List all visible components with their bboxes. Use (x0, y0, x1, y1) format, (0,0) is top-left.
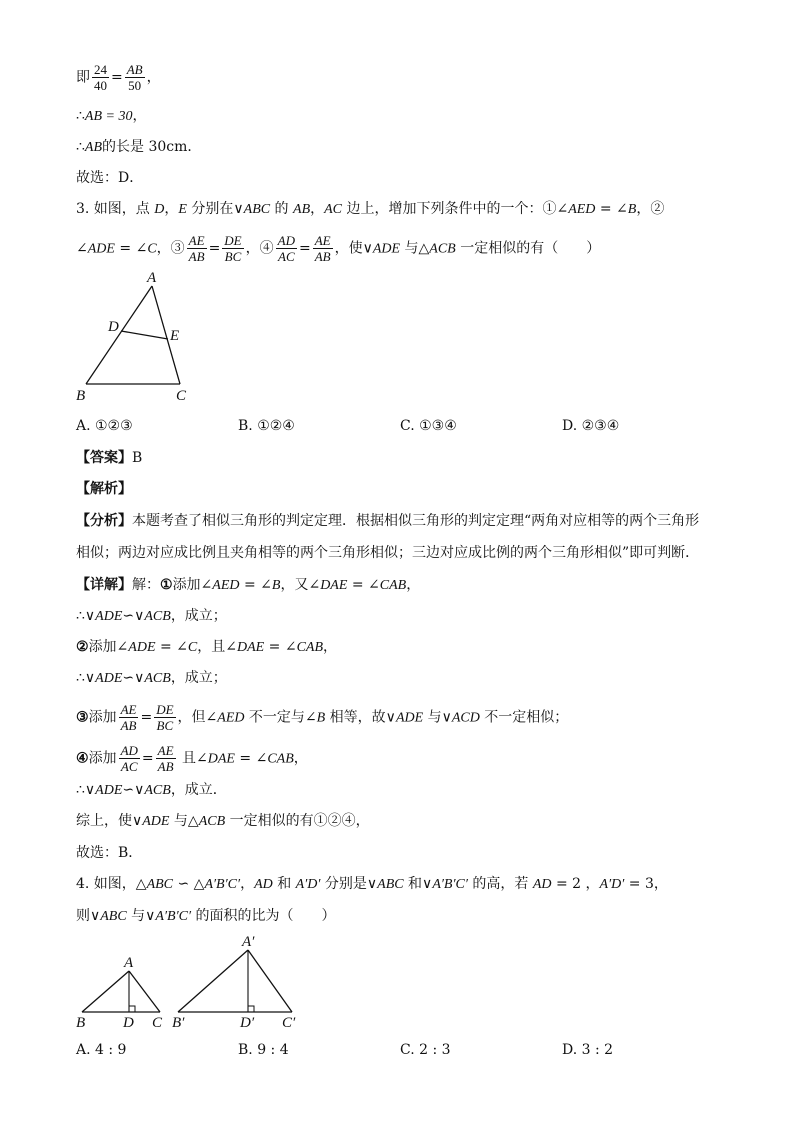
fraction-ab-50: $\frac{AB}{50}$ (126, 62, 143, 93)
detail-line9: 故选：B． (76, 845, 143, 861)
fig1-label-d: D (123, 1015, 134, 1031)
detail-line6: ④添加 $\frac{AD}{AC}$ = $\frac{AE}{AB}$ 且∠DAE = ∠CAB， (76, 743, 308, 774)
detail-line3: ②添加∠ADE = ∠C，且∠DAE = ∠CAB， (76, 639, 338, 655)
q3-option-d[interactable]: D. ②③④ (562, 418, 620, 434)
analysis-heading: 【解析】 (76, 481, 132, 497)
q3-option-c[interactable]: C. ①③④ (400, 418, 457, 434)
fig1-label-c: C (152, 1015, 163, 1031)
q4-option-a[interactable]: A. 4 : 9 (76, 1042, 127, 1058)
detail-line1: 【详解】解：①添加∠AED = ∠B，又∠DAE = ∠CAB， (76, 577, 421, 593)
solution-line-ab30: ∴AB = 30， (76, 108, 147, 124)
detail-line2: ∴∨ADE∽∨ACB，成立； (76, 608, 227, 624)
detail-line5: ③添加 $\frac{AE}{AB}$ = $\frac{DE}{BC}$ ，但∠AED 不一定与∠B 相等，故∨ADE 与∨ACD 不一定相似； (76, 702, 569, 733)
q3-stem-line1: 3. 如图，点 D，E 分别在∨ABC 的 AB，AC 边上，增加下列条件中的一个：①∠AED = ∠B，② (76, 201, 665, 217)
detail-line4: ∴∨ADE∽∨ACB，成立； (76, 670, 227, 686)
fig2-label-a: A′ (242, 934, 255, 950)
q4-option-c[interactable]: C. 2 : 3 (400, 1042, 451, 1058)
fraction-24-40: $\frac{24}{40}$ (94, 62, 107, 93)
q4-stem-line1: 4. 如图，△ABC ∽ △A′B′C′，AD 和 A′D′ 分别是∨ABC 和∨A′B′C′ 的高，若 AD = 2 ，A′D′ = 3， (76, 876, 668, 892)
answer-line: 【答案】B (76, 450, 143, 466)
q4-triangles-figure (70, 932, 310, 1032)
detail-line7: ∴∨ADE∽∨ACB，成立． (76, 782, 227, 798)
q3-option-b[interactable]: B. ①②④ (238, 418, 295, 434)
label-a: A (147, 270, 157, 286)
fig1-label-a: A (124, 955, 134, 971)
fig2-label-c: C′ (282, 1015, 296, 1031)
fenxi-line2: 相似；两边对应成比例且夹角相等的两个三角形相似；三边对应成比例的两个三角形相似”即可判断． (76, 545, 700, 561)
label-e: E (170, 328, 180, 344)
solution-line-ratio: 即 $\frac{24}{40}$ = $\frac{AB}{50}$ ， (76, 62, 161, 93)
q3-triangle-figure (70, 268, 210, 408)
fig2-label-b: B′ (172, 1015, 185, 1031)
q4-option-d[interactable]: D. 3 : 2 (562, 1042, 614, 1058)
q4-stem-line2: 则∨ABC 与∨A′B′C′ 的面积的比为（ ） (76, 908, 336, 924)
solution-line-choose-d: 故选：D． (76, 170, 144, 186)
label-b: B (76, 388, 86, 404)
label-c: C (176, 388, 187, 404)
fig1-label-b: B (76, 1015, 86, 1031)
q3-stem-line2: ∠ADE = ∠C，③ $\frac{AE}{AB}$ = $\frac{DE}{BC}$ ，④ $\frac{AD}{AC}$ = $\frac{AE}{AB}$ ，使∨ADE 与△ACB 一定相似的有（ ） (76, 233, 601, 264)
fenxi-line1: 【分析】本题考查了相似三角形的判定定理．根据相似三角形的判定定理“两角对应相等的两个三角形 (76, 513, 700, 529)
fig2-label-d: D′ (240, 1015, 255, 1031)
detail-line8: 综上，使∨ADE 与△ACB 一定相似的有①②④， (76, 813, 370, 829)
label-d: D (108, 319, 119, 335)
q3-option-a[interactable]: A. ①②③ (76, 418, 133, 434)
solution-line-ab-length: ∴AB的长是 30cm． (76, 139, 202, 155)
q4-option-b[interactable]: B. 9 : 4 (238, 1042, 289, 1058)
